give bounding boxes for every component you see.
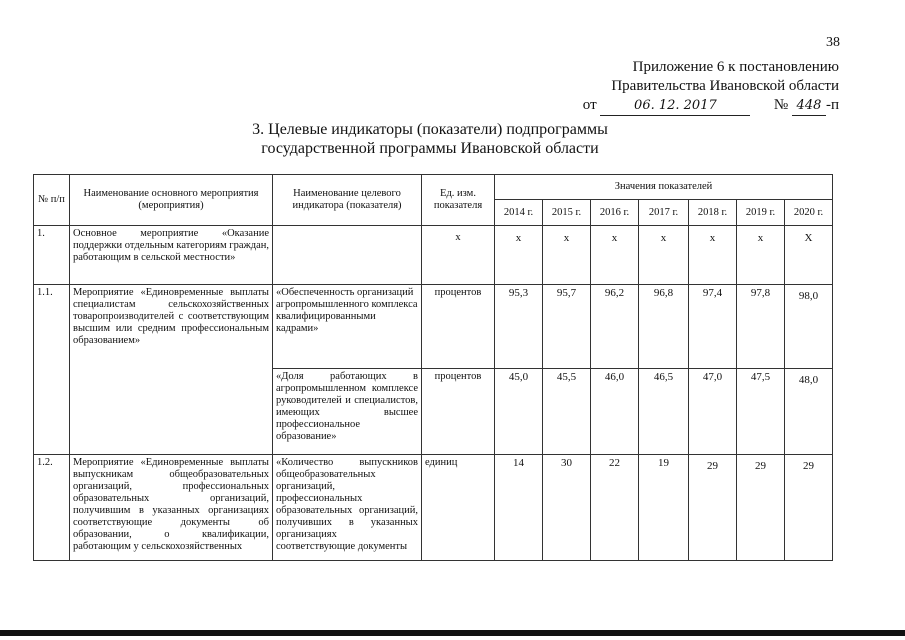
value-cell: x [543, 226, 591, 285]
value-cell: 48,0 [785, 369, 833, 455]
header-year: 2018 г. [689, 200, 737, 226]
value-cell: 47,0 [689, 369, 737, 455]
value-cell: 46,5 [639, 369, 689, 455]
scan-edge [0, 630, 905, 636]
value-cell: 29 [737, 455, 785, 561]
indicator-cell: «Количество выпускников общеобразовательных организаций, профессиональных образовательных организаций, получивших в указанных организациях соответствующие документы [273, 455, 422, 561]
header-year: 2017 г. [639, 200, 689, 226]
value-cell: x [737, 226, 785, 285]
value-cell: 22 [591, 455, 639, 561]
appendix-line2: Правительства Ивановской области [611, 78, 839, 94]
event-cell: Основное мероприятие «Оказание поддержки отдельным категориям граждан, работающим в сельской местности» [70, 226, 273, 285]
title-line2: государственной программы Ивановской области [261, 140, 599, 157]
value-cell: 97,4 [689, 285, 737, 369]
value-cell: x [495, 226, 543, 285]
header-unit: Ед. изм. показателя [422, 175, 495, 226]
header-year: 2016 г. [591, 200, 639, 226]
value-cell: 29 [689, 455, 737, 561]
table-row [34, 455, 833, 561]
value-cell: X [785, 226, 833, 285]
value-cell: 95,3 [495, 285, 543, 369]
appendix-header [583, 58, 839, 116]
table-row [34, 285, 833, 369]
unit-cell: процентов [422, 369, 495, 455]
value-cell: 30 [543, 455, 591, 561]
appendix-line3 [583, 96, 839, 116]
decree-number: 448 [792, 96, 826, 116]
row-number: 1.2. [34, 455, 70, 561]
row-number: 1. [34, 226, 70, 285]
header-year: 2014 г. [495, 200, 543, 226]
header-year: 2019 г. [737, 200, 785, 226]
row-number: 1.1. [34, 285, 70, 455]
number-label: № [773, 97, 789, 113]
value-cell: 45,5 [543, 369, 591, 455]
value-cell: 46,0 [591, 369, 639, 455]
appendix-line1: Приложение 6 к постановлению [632, 59, 839, 75]
unit-cell: единиц [422, 455, 495, 561]
value-cell: 14 [495, 455, 543, 561]
unit-cell: x [422, 226, 495, 285]
value-cell: 95,7 [543, 285, 591, 369]
number-suffix: -п [825, 97, 839, 113]
value-cell: 97,8 [737, 285, 785, 369]
table-row [34, 226, 833, 285]
page-number: 38 [826, 35, 840, 50]
value-cell: 19 [639, 455, 689, 561]
value-cell: 47,5 [737, 369, 785, 455]
header-year: 2015 г. [543, 200, 591, 226]
indicators-table [33, 174, 833, 561]
section-title [180, 120, 680, 158]
header-indicator: Наименование целевого индикатора (показателя) [273, 175, 422, 226]
header-event: Наименование основного мероприятия (мероприятия) [70, 175, 273, 226]
header-values: Значения показателей [495, 175, 833, 200]
value-cell: 96,2 [591, 285, 639, 369]
indicator-cell: «Доля работающих в агропромышленном комплексе руководителей и специалистов, имеющих высшее профессиональное образование» [273, 369, 422, 455]
value-cell: 96,8 [639, 285, 689, 369]
title-line1: 3. Целевые индикаторы (показатели) подпрограммы [252, 121, 608, 138]
event-cell: Мероприятие «Единовременные выплаты выпускникам общеобразовательных организаций, профессиональных образовательных организаций, получившим в указанных организациях соответствующие документы об образовании, о квалификации, работающим у сельскохозяйственных [70, 455, 273, 561]
event-cell: Мероприятие «Единовременные выплаты специалистам сельскохозяйственных товаропроизводителей с соответствующим высшим или средним профессиональным образованием» [70, 285, 273, 455]
from-label: от [582, 97, 597, 113]
value-cell: x [639, 226, 689, 285]
indicator-cell [273, 226, 422, 285]
value-cell: x [591, 226, 639, 285]
value-cell: 45,0 [495, 369, 543, 455]
header-year: 2020 г. [785, 200, 833, 226]
value-cell: x [689, 226, 737, 285]
indicator-cell: «Обеспеченность организаций агропромышленного комплекса квалифицированными кадрами» [273, 285, 422, 369]
value-cell: 29 [785, 455, 833, 561]
value-cell: 98,0 [785, 285, 833, 369]
unit-cell: процентов [422, 285, 495, 369]
decree-date: 06. 12. 2017 [600, 96, 750, 116]
header-no: № п/п [34, 175, 70, 226]
